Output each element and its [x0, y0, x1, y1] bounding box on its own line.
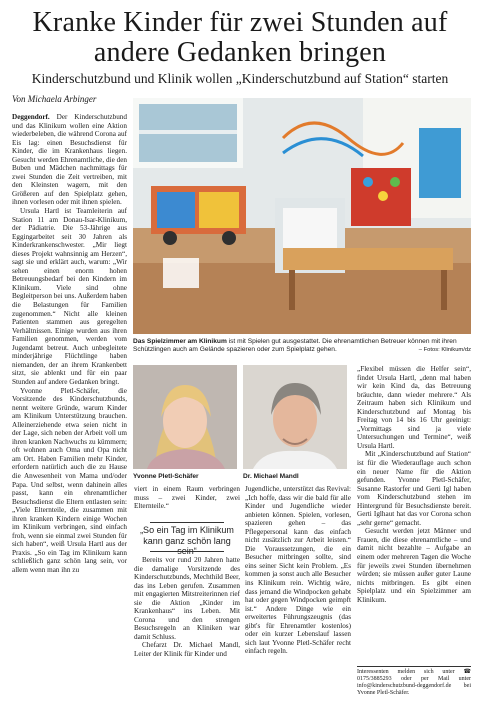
woman-portrait-image: [133, 365, 237, 469]
column-4: [357, 365, 471, 665]
quote-rule-bottom: [150, 551, 224, 552]
portrait-mandl: [243, 365, 347, 469]
col1-paragraph-3: Yvonne Pletl-Schäfer, die Vorsitzende des Kinderschutzbunds, nennt weitere Gründe, warum Kinder am Klinikum Unterstützung brauchen. Alleinerziehende etwa seien nicht in der Lage, sich neben der Arbeit voll um ihren kranken Nachwuchs zu kümmern; oft wohnen auch Oma und Opa nicht am Ort. Haben Familien mehr Kinder, erfordern natürlich auch die zu Hause die Anwesenheit von Mama und/oder Papa. Und selbst, wenn dahinein alles passt, kann ein ehrenamtlicher Besuchsdienst die Eltern entlasten sein: „Viele Elternteile, die zusammen mit ihren kranken Kindern einige Wochen im Klinikum verbringen, sind einfach froh, wenn sie einmal zwei Stunden für sich haben“, weiß Ursula Hartl aus der Praxis. „So ein Tag im Klinikum kann schließlich ganz schön lang sein, vor allem wenn man ihn zu: [12, 386, 127, 574]
man-portrait-image: [243, 365, 347, 469]
col4-paragraph-1: „Flexibel müssen die Helfer sein“, findet Ursula Hartl, „denn mal haben wir kein Kind da, das Betreuung bräuchte, dann wieder mehrere.“ Als Zeitraum haben sich Klinikum und Kinderschutzbund auf Montag bis Freitag von 14 bis 16 Uhr geeinigt: „Vormittags sind ja viele Untersuchungen und Termine“, weiß Ursula Hartl.: [357, 365, 471, 450]
photo-caption-bold: Das Spielzimmer am Klinikum: [133, 338, 227, 345]
col2-paragraph-2: Bereits vor rund 20 Jahren hatte die damalige Vorsitzende des Kinderschutzbunds, Mechthild Beer, das ins Leben gerufen. Zusammen mit engagierten Mitstreiterinnen rief sie die Aktion „Kinder im Krankenhaus“ ins Leben. Mit Corona und den strengen Besuchsregeln an Kliniken war damit Schluss.: [134, 556, 240, 641]
playroom-photo: [133, 98, 471, 334]
col3-paragraph-1: Jugendliche, unterstützt das Revival: „Ich hoffe, dass wir die bald für alle Kinder und Jugendliche wieder anbieten können. Spielen, vorlesen, spazieren gehen – das Pflegepersonal kann das einfach nicht zusätzlich zur Arbeit leisten.“ Die Voraussetzungen, die ein Besucher mitbringen sollte, sind eins seiner Sicht kein Problem. „Es kommen ja sonst auch alle Besucher ins Klinikum rein. Wichtig wäre, dass jemand die Windpocken gehabt hat oder gegen Windpocken geimpft ist.“ Andere Dinge wie ein erweitertes Führungszeugnis (das gibt's für Ehrenamtler kostenlos) oder ein kurzer Lebenslauf lassen sich laut Yvonne Pletl-Schäfer recht einfach regeln.: [245, 485, 351, 656]
contact-rule: [357, 666, 471, 667]
author-byline: Von Michaela Arbinger: [12, 94, 97, 104]
contact-info: Interessenten melden sich unter ☎ 0175/3885293 oder per Mail unter info@kinderschutzbund-deggendorf.de bei Yvonne Pletl-Schäfer.: [357, 669, 471, 696]
portrait-pletl-schaefer: [133, 365, 237, 469]
col1-paragraph-2: Ursula Hartl ist Teamleiterin auf Station 11 am Donau-Isar-Klinikum, der Pädiatrie. Die 53-Jährige aus Eggingarbeitet seit 30 Jahren als Kinderkrankenschwester. „Mir liegt dieses Projekt wahnsinnig am Herzen“, sagt sie und erklärt auch, warum: „Wir sehen einen enorm hohen Betreuungsbedarf bei den Kindern im Klinikum. Viele sind ohne Begleitperson bei uns. Außerdem haben die Belastungen für Familien zugenommen.“ Nicht alle kleinen Patienten stammen aus geregelten Verhältnissen. Einige wurden aus ihren Familien genommen, werden vom Jugendamt betreut. Auch unbegleitete minderjährige Flüchtlinge haben niemanden, der an ihrem Krankenbett sitzt, sie ablenkt und für ein paar Stunden auf andere Gedanken bringt.: [12, 207, 127, 386]
column-2-continued: [134, 556, 240, 694]
portrait-caption-2: Dr. Michael Mandl: [243, 473, 299, 480]
col2-paragraph-3: Chefarzt Dr. Michael Mandl, Leiter der Klinik für Kinder und: [134, 641, 240, 659]
pull-quote: „So ein Tag im Klinikum kann ganz schön lang sein“: [140, 525, 234, 556]
col4-paragraph-2: Mit „Kinderschutzbund auf Station“ ist für die Wiederauflage auch schon ein neuer Name für die Aktion gefunden. Yvonne Pletl-Schäfer, Susanne Rastorfer und Gerti Igl haben vom Kinderschutzbund stehen im Hintergrund für Besuchsdienste bereit. Gerti Iglhaut hat das vor Corona schon „sehr gerne“ gemacht.: [357, 450, 471, 527]
photo-credit: – Fotos: Klinikum/dz: [418, 347, 471, 353]
photo-caption: [133, 338, 471, 354]
portrait-caption-1: Yvonne Pletl-Schäfer: [133, 473, 199, 480]
column-1: [12, 113, 127, 693]
photo-caption-text: ist mit Spielen gut ausgestattet. Die ehrenamtlichen Betreuer können mit ihren Schützlingen auch am Gelände spazieren oder zum Spielplatz gehen.: [133, 338, 457, 353]
col1-paragraph-1: [12, 113, 127, 207]
dateline: Deggendorf.: [12, 113, 50, 121]
quote-rule-top: [150, 522, 224, 523]
column-2: [134, 485, 240, 511]
subheadline: Kinderschutzbund und Klinik wollen „Kinderschutzbund auf Station“ starten: [31, 71, 449, 86]
column-3: [245, 485, 351, 693]
col2-paragraph-1: viert in einem Raum verbringen muss – zwei Kinder, zwei Elternteile.“: [134, 485, 240, 511]
headline: Kranke Kinder für zwei Stunden auf andere Gedanken bringen: [32, 7, 448, 68]
playroom-illustration: [133, 98, 471, 334]
col4-paragraph-3: Gesucht werden jetzt Männer und Frauen, die diese ehrenamtliche – und damit nicht bezahlte – Aufgabe an einem oder mehreren Tagen die Woche für jeweils zwei Stunden übernehmen würden; sie müssen außer guter Laune nichts mitbringen. Es gibt einen Spielplatz und ein Spielzimmer am Klinikum.: [357, 527, 471, 604]
col1-text-1: Der Kinderschutzbund und das Klinikum wollen eine Aktion wiederbeleben, die während Corona auf Eis lag: einen Besuchsdienst für Kinder, die im Krankenhaus liegen. Gesucht werden Ehrenamtliche, die den Buben und Mädchen nachmittags für zwei Stunden die Zeit vertreiben, mit den Kleinsten wagern, mit den Größeren auf den Spielplatz gehen, ihnen vorlesen oder mit ihnen spielen.: [12, 113, 127, 207]
